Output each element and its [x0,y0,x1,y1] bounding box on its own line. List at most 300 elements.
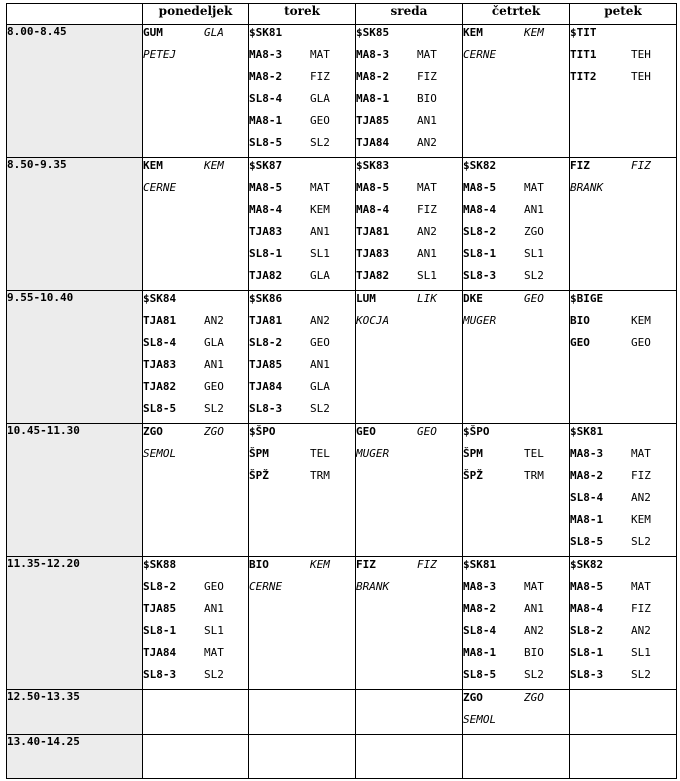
group-code: MA8-2 [356,70,390,83]
subject-code: SL2 [204,402,224,415]
period-time: 8.00-8.45 [7,25,143,158]
lesson-entry [356,446,462,468]
group-code: TJA83 [143,358,177,371]
subject-code: GEO [310,336,330,349]
subject-code: FIZ [631,602,651,615]
day-header: četrtek [463,4,570,25]
lesson-cell [570,25,677,158]
subject-code: GLA [204,26,224,39]
group-code: SL8-3 [143,668,177,681]
group-code: $BIGE [570,292,604,305]
lesson-cell [249,158,356,291]
period-row [7,25,677,158]
group-code: BIO [570,314,590,327]
teacher-name: BRANK [570,181,604,194]
group-code: SL8-3 [570,668,604,681]
lesson-cell [463,424,570,557]
subject-code: TEL [310,447,330,460]
lesson-entry [143,291,248,313]
lesson-entry [356,158,462,180]
lesson-entry [570,424,676,446]
subject-code: TRM [524,469,544,482]
day-header: torek [249,4,356,25]
subject-code: SL1 [524,247,544,260]
lesson-cell [143,690,249,735]
lesson-entry [570,335,676,357]
subject-code [524,49,569,69]
subject-code [204,182,248,202]
subject-code: AN1 [524,602,544,615]
lesson-entry [463,557,569,579]
lesson-cell [570,291,677,424]
lesson-entry [463,268,569,290]
group-code: ZGO [143,425,163,438]
lesson-cell [356,25,463,158]
lesson-entry [143,335,248,357]
lesson-entry [143,623,248,645]
subject-code [524,426,569,446]
lesson-cell [143,291,249,424]
lesson-cell [570,424,677,557]
subject-code: SL1 [631,646,651,659]
teacher-name: CERNE [249,580,283,593]
subject-code: GLA [310,269,330,282]
lesson-entry [249,25,355,47]
lesson-entry [570,601,676,623]
subject-code: FIZ [631,159,651,172]
lesson-entry [143,645,248,667]
lesson-entry [356,268,462,290]
lesson-entry [143,313,248,335]
group-code: $ŠPO [249,425,276,438]
group-code: MA8-3 [249,48,283,61]
lesson-cell [249,735,356,779]
subject-code: AN2 [204,314,224,327]
group-code: $SK85 [356,26,390,39]
subject-code [524,160,569,180]
group-code: TJA84 [143,646,177,659]
subject-code: FIZ [310,70,330,83]
lesson-entry [463,47,569,69]
subject-code: FIZ [417,70,437,83]
subject-code: AN1 [310,358,330,371]
subject-code [417,27,462,47]
subject-code: ZGO [204,425,224,438]
lesson-entry [463,667,569,689]
lesson-entry [463,601,569,623]
lesson-cell [356,557,463,690]
group-code: TJA81 [356,225,390,238]
lesson-cell [463,690,570,735]
lesson-entry [249,468,355,490]
subject-code: SL1 [310,247,330,260]
subject-code: AN2 [310,314,330,327]
group-code: SL8-3 [249,402,283,415]
lesson-entry [463,623,569,645]
group-code: TJA81 [143,314,177,327]
group-code: GEO [356,425,376,438]
lesson-entry [463,25,569,47]
group-code: SL8-2 [143,580,177,593]
lesson-entry [570,645,676,667]
lesson-cell [143,735,249,779]
subject-code: AN2 [524,624,544,637]
group-code: ŠPM [463,447,483,460]
lesson-entry [249,135,355,157]
lesson-entry [570,158,676,180]
period-row [7,735,677,779]
subject-code: GLA [310,380,330,393]
subject-code: KEM [310,558,330,571]
period-row [7,424,677,557]
period-row [7,690,677,735]
subject-code: GEO [204,380,224,393]
teacher-name: SEMOL [143,447,177,460]
day-header: sreda [356,4,463,25]
group-code: $TIT [570,26,597,39]
subject-code: MAT [524,580,544,593]
subject-code [204,559,248,579]
lesson-entry [356,291,462,313]
teacher-name: MUGER [356,447,390,460]
lesson-entry [249,335,355,357]
group-code: $ŠPO [463,425,490,438]
group-code: TJA83 [249,225,283,238]
period-time: 11.35-12.20 [7,557,143,690]
lesson-cell [143,25,249,158]
lesson-entry [249,579,355,601]
lesson-entry [143,25,248,47]
subject-code [631,27,676,47]
lesson-entry [356,202,462,224]
lesson-entry [463,202,569,224]
lesson-entry [356,557,462,579]
lesson-entry [570,180,676,202]
lesson-entry [143,601,248,623]
subject-code [310,160,355,180]
subject-code [310,293,355,313]
subject-code: TEH [631,48,651,61]
group-code: MA8-2 [463,602,497,615]
lesson-entry [463,313,569,335]
group-code: TIT1 [570,48,597,61]
group-code: TJA82 [249,269,283,282]
subject-code: GLA [310,92,330,105]
subject-code: ZGO [524,691,544,704]
lesson-entry [356,47,462,69]
subject-code [417,315,462,335]
lesson-entry [463,424,569,446]
lesson-cell [463,25,570,158]
lesson-cell [249,25,356,158]
group-code: SL8-4 [249,92,283,105]
group-code: MA8-1 [570,513,604,526]
group-code: ŠPŽ [463,469,483,482]
lesson-entry [249,446,355,468]
lesson-entry [463,579,569,601]
group-code: MA8-1 [249,114,283,127]
group-code: $SK86 [249,292,283,305]
lesson-entry [463,690,569,712]
subject-code [417,160,462,180]
period-time: 12.50-13.35 [7,690,143,735]
group-code: SL8-2 [463,225,497,238]
timetable-body [7,25,677,779]
period-time: 8.50-9.35 [7,158,143,291]
lesson-entry [570,579,676,601]
group-code: MA8-4 [249,203,283,216]
subject-code: AN2 [631,491,651,504]
lesson-entry [570,313,676,335]
lesson-entry [143,357,248,379]
lesson-cell [570,690,677,735]
day-header: petek [570,4,677,25]
subject-code: SL2 [631,668,651,681]
group-code: TJA85 [249,358,283,371]
lesson-cell [463,557,570,690]
subject-code [204,293,248,313]
group-code: TJA85 [143,602,177,615]
group-code: DKE [463,292,483,305]
group-code: TJA84 [356,136,390,149]
lesson-entry [463,224,569,246]
lesson-cell [143,424,249,557]
lesson-entry [249,47,355,69]
lesson-cell [249,690,356,735]
subject-code: SL2 [631,535,651,548]
subject-code: MAT [310,181,330,194]
group-code: $SK84 [143,292,177,305]
subject-code: SL2 [204,668,224,681]
lesson-cell [249,424,356,557]
lesson-entry [356,91,462,113]
lesson-cell [356,291,463,424]
subject-code [417,448,462,468]
teacher-name: CERNE [463,48,497,61]
lesson-entry [356,224,462,246]
subject-code: MAT [524,181,544,194]
lesson-entry [570,69,676,91]
subject-code: MAT [631,447,651,460]
group-code: ŠPŽ [249,469,269,482]
group-code: ŠPM [249,447,269,460]
teacher-name: PETEJ [143,48,177,61]
lesson-entry [570,291,676,313]
group-code: TJA83 [356,247,390,260]
subject-code [524,559,569,579]
lesson-entry [143,579,248,601]
lesson-entry [570,512,676,534]
subject-code: SL2 [310,402,330,415]
group-code: SL8-1 [463,247,497,260]
group-code: TJA84 [249,380,283,393]
subject-code [310,581,355,601]
lesson-entry [463,446,569,468]
teacher-name: MUGER [463,314,497,327]
group-code: SL8-2 [249,336,283,349]
subject-code: GEO [310,114,330,127]
group-code: SL8-4 [463,624,497,637]
group-code: MA8-5 [356,181,390,194]
group-code: MA8-3 [356,48,390,61]
subject-code [524,714,569,734]
group-code: ZGO [463,691,483,704]
group-code: TIT2 [570,70,597,83]
lesson-entry [143,180,248,202]
lesson-entry [143,379,248,401]
subject-code [310,426,355,446]
corner-cell [7,4,143,25]
lesson-entry [143,667,248,689]
lesson-cell [356,424,463,557]
group-code: MA8-5 [249,181,283,194]
group-code: MA8-1 [356,92,390,105]
group-code: $SK83 [356,159,390,172]
subject-code: SL2 [310,136,330,149]
lesson-entry [143,557,248,579]
lesson-cell [249,291,356,424]
group-code: $SK81 [570,425,604,438]
lesson-entry [570,534,676,556]
subject-code: GEO [204,580,224,593]
teacher-name: SEMOL [463,713,497,726]
subject-code [524,315,569,335]
lesson-entry [249,246,355,268]
subject-code [204,49,248,69]
subject-code: GEO [631,336,651,349]
lesson-cell [463,291,570,424]
lesson-cell [356,690,463,735]
group-code: KEM [463,26,483,39]
lesson-entry [463,645,569,667]
teacher-name: BRANK [356,580,390,593]
group-code: SL8-5 [463,668,497,681]
period-row [7,557,677,690]
subject-code: MAT [631,580,651,593]
period-row [7,158,677,291]
subject-code: AN2 [631,624,651,637]
lesson-entry [249,313,355,335]
group-code: FIZ [570,159,590,172]
lesson-cell [249,557,356,690]
lesson-entry [249,180,355,202]
subject-code: TRM [310,469,330,482]
lesson-entry [463,712,569,734]
lesson-entry [570,667,676,689]
group-code: TJA85 [356,114,390,127]
subject-code [310,27,355,47]
group-code: SL8-5 [570,535,604,548]
subject-code: BIO [524,646,544,659]
lesson-entry [356,135,462,157]
group-code: MA8-5 [570,580,604,593]
subject-code: SL1 [417,269,437,282]
day-header: ponedeljek [143,4,249,25]
lesson-entry [570,490,676,512]
subject-code: GEO [417,425,437,438]
lesson-entry [356,246,462,268]
lesson-entry [249,357,355,379]
lesson-entry [249,202,355,224]
lesson-entry [249,557,355,579]
lesson-entry [249,424,355,446]
subject-code: KEM [204,159,224,172]
group-code: MA8-4 [463,203,497,216]
subject-code: FIZ [417,203,437,216]
subject-code [631,559,676,579]
lesson-entry [143,158,248,180]
subject-code: AN2 [417,136,437,149]
lesson-entry [249,91,355,113]
group-code: TJA82 [143,380,177,393]
lesson-cell [570,557,677,690]
group-code: MA8-5 [463,181,497,194]
subject-code [204,448,248,468]
lesson-cell [143,557,249,690]
lesson-entry [463,180,569,202]
lesson-cell [463,158,570,291]
lesson-entry [356,25,462,47]
lesson-entry [570,25,676,47]
group-code: $SK81 [463,558,497,571]
lesson-entry [570,557,676,579]
subject-code: KEM [310,203,330,216]
lesson-entry [570,623,676,645]
lesson-entry [463,291,569,313]
lesson-cell [356,158,463,291]
group-code: MA8-4 [356,203,390,216]
group-code: SL8-1 [570,646,604,659]
group-code: MA8-3 [463,580,497,593]
group-code: $SK81 [249,26,283,39]
subject-code: FIZ [631,469,651,482]
subject-code: KEM [524,26,544,39]
lesson-entry [249,379,355,401]
lesson-cell [570,158,677,291]
group-code: TJA81 [249,314,283,327]
group-code: KEM [143,159,163,172]
subject-code: AN1 [204,358,224,371]
group-code: SL8-4 [143,336,177,349]
group-code: MA8-2 [249,70,283,83]
subject-code: FIZ [417,558,437,571]
subject-code: TEH [631,70,651,83]
lesson-entry [143,47,248,69]
group-code: $SK87 [249,159,283,172]
group-code: $SK82 [463,159,497,172]
lesson-entry [143,424,248,446]
lesson-entry [249,113,355,135]
lesson-entry [356,424,462,446]
group-code: BIO [249,558,269,571]
lesson-entry [570,47,676,69]
subject-code: GLA [204,336,224,349]
subject-code: SL2 [524,668,544,681]
lesson-entry [249,224,355,246]
subject-code: AN2 [417,225,437,238]
lesson-entry [249,268,355,290]
lesson-entry [570,446,676,468]
group-code: MA8-4 [570,602,604,615]
group-code: MA8-3 [570,447,604,460]
subject-code: TEL [524,447,544,460]
subject-code: MAT [417,181,437,194]
subject-code [631,293,676,313]
subject-code [417,581,462,601]
subject-code: MAT [204,646,224,659]
subject-code: KEM [631,513,651,526]
subject-code: LIK [417,292,437,305]
